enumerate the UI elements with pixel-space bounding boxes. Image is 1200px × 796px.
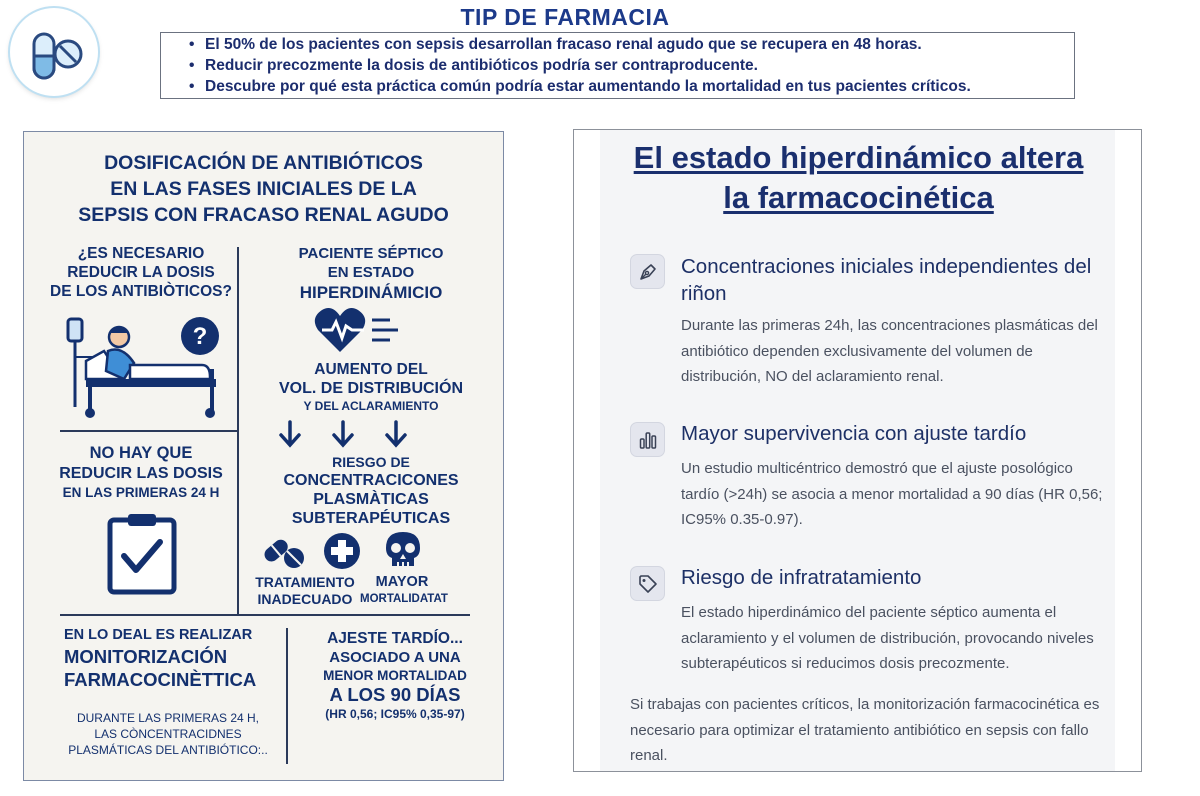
section-title: Concentraciones iniciales independientes del riñon xyxy=(681,255,1092,305)
block-line: HIPERDINÁMICIO xyxy=(299,283,443,302)
down-arrows-icon xyxy=(278,420,408,450)
divider xyxy=(60,614,470,616)
block-line: EN LAS PRIMERAS 24 H xyxy=(62,485,220,500)
septic-patient-block xyxy=(240,244,502,303)
block-line: DURANTE LAS PRIMERAS 24 H, xyxy=(76,711,260,725)
infographic-title-line: DOSIFICACIÓN DE ANTIBIÓTICOS xyxy=(104,152,423,174)
medical-cross-icon xyxy=(323,532,361,570)
heart-rate-icon xyxy=(314,306,414,356)
block-line: MENOR MORTALIDAD xyxy=(323,668,467,683)
section-title: Mayor supervivencia con ajuste tardío xyxy=(681,422,1027,445)
block-line: A LOS 90 DÍAS xyxy=(329,684,461,705)
block-line: PLASMÀTICAS xyxy=(313,491,429,508)
block-line: PLASMÁTICAS DEL ANTIBIÓTICO:.. xyxy=(68,743,268,757)
monitorizacion-block xyxy=(64,626,284,691)
infographic-title-line: EN LAS FASES INICIALES DE LA xyxy=(110,178,417,200)
block-line: (HR 0,56; IC95% 0,35-97) xyxy=(325,707,465,721)
mayor-mortalidad-label xyxy=(360,574,448,607)
section-title: Riesgo de infratratamiento xyxy=(681,566,922,589)
section-icon-box xyxy=(630,422,665,457)
block-line: ASOCIADO A UNA xyxy=(329,649,461,666)
section-body: Durante las primeras 24h, las concentraciones plasmáticas del antibiótico dependen exclusivamente del volumen de distribución, NO del aclaramiento renal. xyxy=(681,317,1098,385)
infographic-panel xyxy=(23,131,504,781)
block-line: MONITORIZACIÓN xyxy=(64,646,228,667)
card-margin xyxy=(1115,130,1141,772)
card-title xyxy=(600,138,1117,218)
block-line: Y DEL ACLARAMIENTO xyxy=(303,399,439,413)
card-title-line: El estado hiperdinámico altera xyxy=(633,140,1084,175)
block-line: LAS CÒNCENTRACIDNES xyxy=(94,727,242,741)
tip-bullet: • Reducir precozmente la dosis de antibióticos podría ser contraproducente. xyxy=(189,55,1074,76)
ajuste-tardio-block xyxy=(288,629,502,722)
infographic-title-line: SEPSIS CON FRACASO RENAL AGUDO xyxy=(78,204,449,226)
tag-icon xyxy=(638,574,658,594)
section-icon-box xyxy=(630,254,665,289)
no-reducir-block xyxy=(46,443,236,501)
question-mark-icon xyxy=(180,316,220,356)
card-footer-text: Si trabajas con pacientes críticos, la monitorización farmacocinética es necesario para optimizar el tratamiento antibiótico en sepsis con fallo renal. xyxy=(630,696,1100,764)
pills-icon xyxy=(262,532,306,572)
block-line: EN ESTADO xyxy=(327,264,415,281)
block-line: SUBTERAPÉUTICAS xyxy=(291,510,451,527)
block-line: DE LOS ANTIBIÒTICOS? xyxy=(50,283,232,300)
block-line: MORTALIDATAT xyxy=(360,593,448,605)
block-line: VOL. DE DISTRIBUCIÓN xyxy=(278,380,463,397)
block-line: REDUCIR LA DOSIS xyxy=(67,264,215,281)
block-line: PACIENTE SÉPTICO xyxy=(298,245,444,262)
section-icon-box xyxy=(630,566,665,601)
bar-chart-icon xyxy=(638,430,658,450)
block-line: RIESGO DE xyxy=(332,454,410,470)
block-line: NO HAY QUE xyxy=(89,444,193,462)
block-line: FARMACOCINÈTTICA xyxy=(64,669,257,690)
block-line: AJESTE TARDÍO... xyxy=(327,630,463,647)
block-line: INADECUADO xyxy=(257,591,353,607)
svg-text:?: ? xyxy=(192,323,208,350)
tip-bullet: • El 50% de los pacientes con sepsis desarrollan fracaso renal agudo que se recupera en 48 horas. xyxy=(189,34,1074,55)
skull-icon xyxy=(384,530,422,572)
block-line: EN LO DEAL ES REALIZAR xyxy=(64,627,253,643)
card-margin xyxy=(574,130,600,772)
section-body: Un estudio multicéntrico demostró que el ajuste posológico tardío (>24h) se asocia a menor mortalidad a 90 días (HR 0,56; IC95% 0.35-0.97). xyxy=(681,460,1103,528)
block-line: REDUCIR LAS DOSIS xyxy=(59,465,223,482)
tratamiento-label xyxy=(250,574,360,608)
block-line: MAYOR xyxy=(375,574,429,590)
tip-bullet: • Descubre por qué esta práctica común podría estar aumentando la mortalidad en tus pacientes críticos. xyxy=(189,76,1074,97)
divider xyxy=(60,430,238,432)
riesgo-block xyxy=(240,454,502,528)
pharmacokinetics-card xyxy=(573,129,1142,772)
card-title-line: la farmacocinética xyxy=(723,180,994,215)
tip-bullets xyxy=(160,32,1075,99)
block-line: CONCENTRACICONES xyxy=(283,472,459,489)
page-title: TIP DE FARMACIA xyxy=(460,4,670,30)
clipboard-check-icon xyxy=(106,512,178,596)
block-line: ¿ES NECESARIO xyxy=(77,245,205,262)
infographic-title xyxy=(24,150,503,228)
aumento-block xyxy=(240,360,502,414)
block-line: AUMENTO DEL xyxy=(314,361,428,378)
question-block xyxy=(46,244,236,301)
pen-nib-icon xyxy=(638,262,658,282)
section-body: El estado hiperdinámico del paciente séptico aumenta el aclaramiento y el volumen de distribución, provocando niveles subterapéuticos si reducimos dosis precozmente. xyxy=(681,604,1094,672)
block-line: TRATAMIENTO xyxy=(255,574,355,590)
durante-block xyxy=(50,710,286,758)
